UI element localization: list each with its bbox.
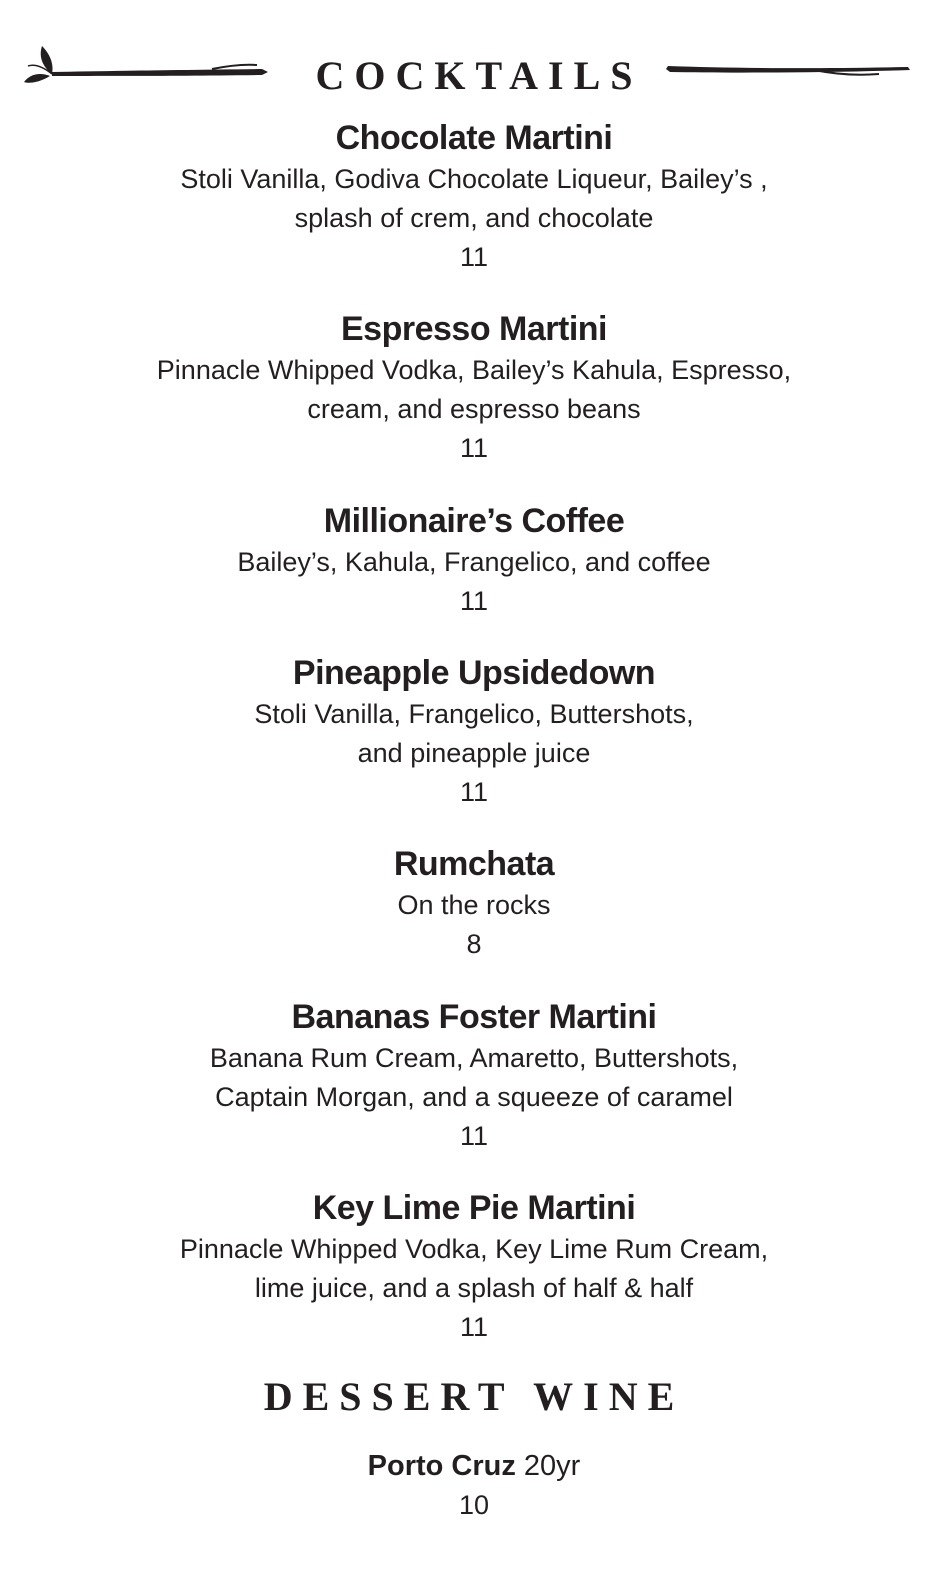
cocktail-description: Stoli Vanilla, Frangelico, Buttershots, and pineapple juice xyxy=(254,699,694,768)
cocktail-name: Bananas Foster Martini xyxy=(291,998,657,1036)
cocktail-description: Pinnacle Whipped Vodka, Key Lime Rum Cream, lime juice, and a splash of half & half xyxy=(179,1234,769,1303)
cocktail-name: Espresso Martini xyxy=(341,310,607,348)
cocktail-price: 11 xyxy=(459,777,489,807)
cocktail-list xyxy=(0,116,948,1346)
cocktail-description: Bailey’s, Kahula, Frangelico, and coffee xyxy=(237,547,711,577)
cocktail-name: Pineapple Upsidedown xyxy=(292,654,656,692)
cocktails-header xyxy=(0,40,948,110)
cocktail-price: 11 xyxy=(459,242,489,272)
dessert-wine-name: Porto Cruz xyxy=(367,1450,516,1482)
cocktail-item xyxy=(0,307,948,499)
cocktail-description: On the rocks xyxy=(397,890,551,920)
cocktail-item xyxy=(0,842,948,995)
cocktail-item xyxy=(0,1186,948,1346)
cocktail-item xyxy=(0,995,948,1186)
cocktail-price: 11 xyxy=(459,433,489,463)
cocktail-price: 11 xyxy=(459,1121,489,1151)
cocktail-name: Chocolate Martini xyxy=(335,119,613,157)
cocktail-price: 8 xyxy=(466,929,482,959)
cocktail-item xyxy=(0,651,948,842)
dessert-wine-price: 10 xyxy=(458,1490,490,1520)
cocktail-description: Banana Rum Cream, Amaretto, Buttershots, Captain Morgan, and a squeeze of caramel xyxy=(209,1043,739,1112)
branch-icon xyxy=(664,58,914,78)
cocktail-description: Stoli Vanilla, Godiva Chocolate Liqueur, Bailey’s , splash of crem, and chocolate xyxy=(180,164,768,233)
cocktail-item xyxy=(0,499,948,651)
dessert-wine-title: DESSERT WINE xyxy=(263,1374,685,1419)
cocktails-title: COCKTAILS xyxy=(315,53,643,98)
dessert-wine-age: 20yr xyxy=(523,1450,581,1482)
cocktail-price: 11 xyxy=(459,586,489,616)
cocktail-price: 11 xyxy=(459,1312,489,1342)
dessert-wine-item xyxy=(0,1446,948,1524)
dessert-wine-line xyxy=(0,1446,948,1486)
cocktail-item xyxy=(0,116,948,307)
cocktail-name: Millionaire’s Coffee xyxy=(323,502,625,540)
cocktail-name: Key Lime Pie Martini xyxy=(312,1189,636,1227)
cocktail-name: Rumchata xyxy=(393,845,555,883)
cocktail-description: Pinnacle Whipped Vodka, Bailey’s Kahula, Espresso, cream, and espresso beans xyxy=(156,355,792,424)
